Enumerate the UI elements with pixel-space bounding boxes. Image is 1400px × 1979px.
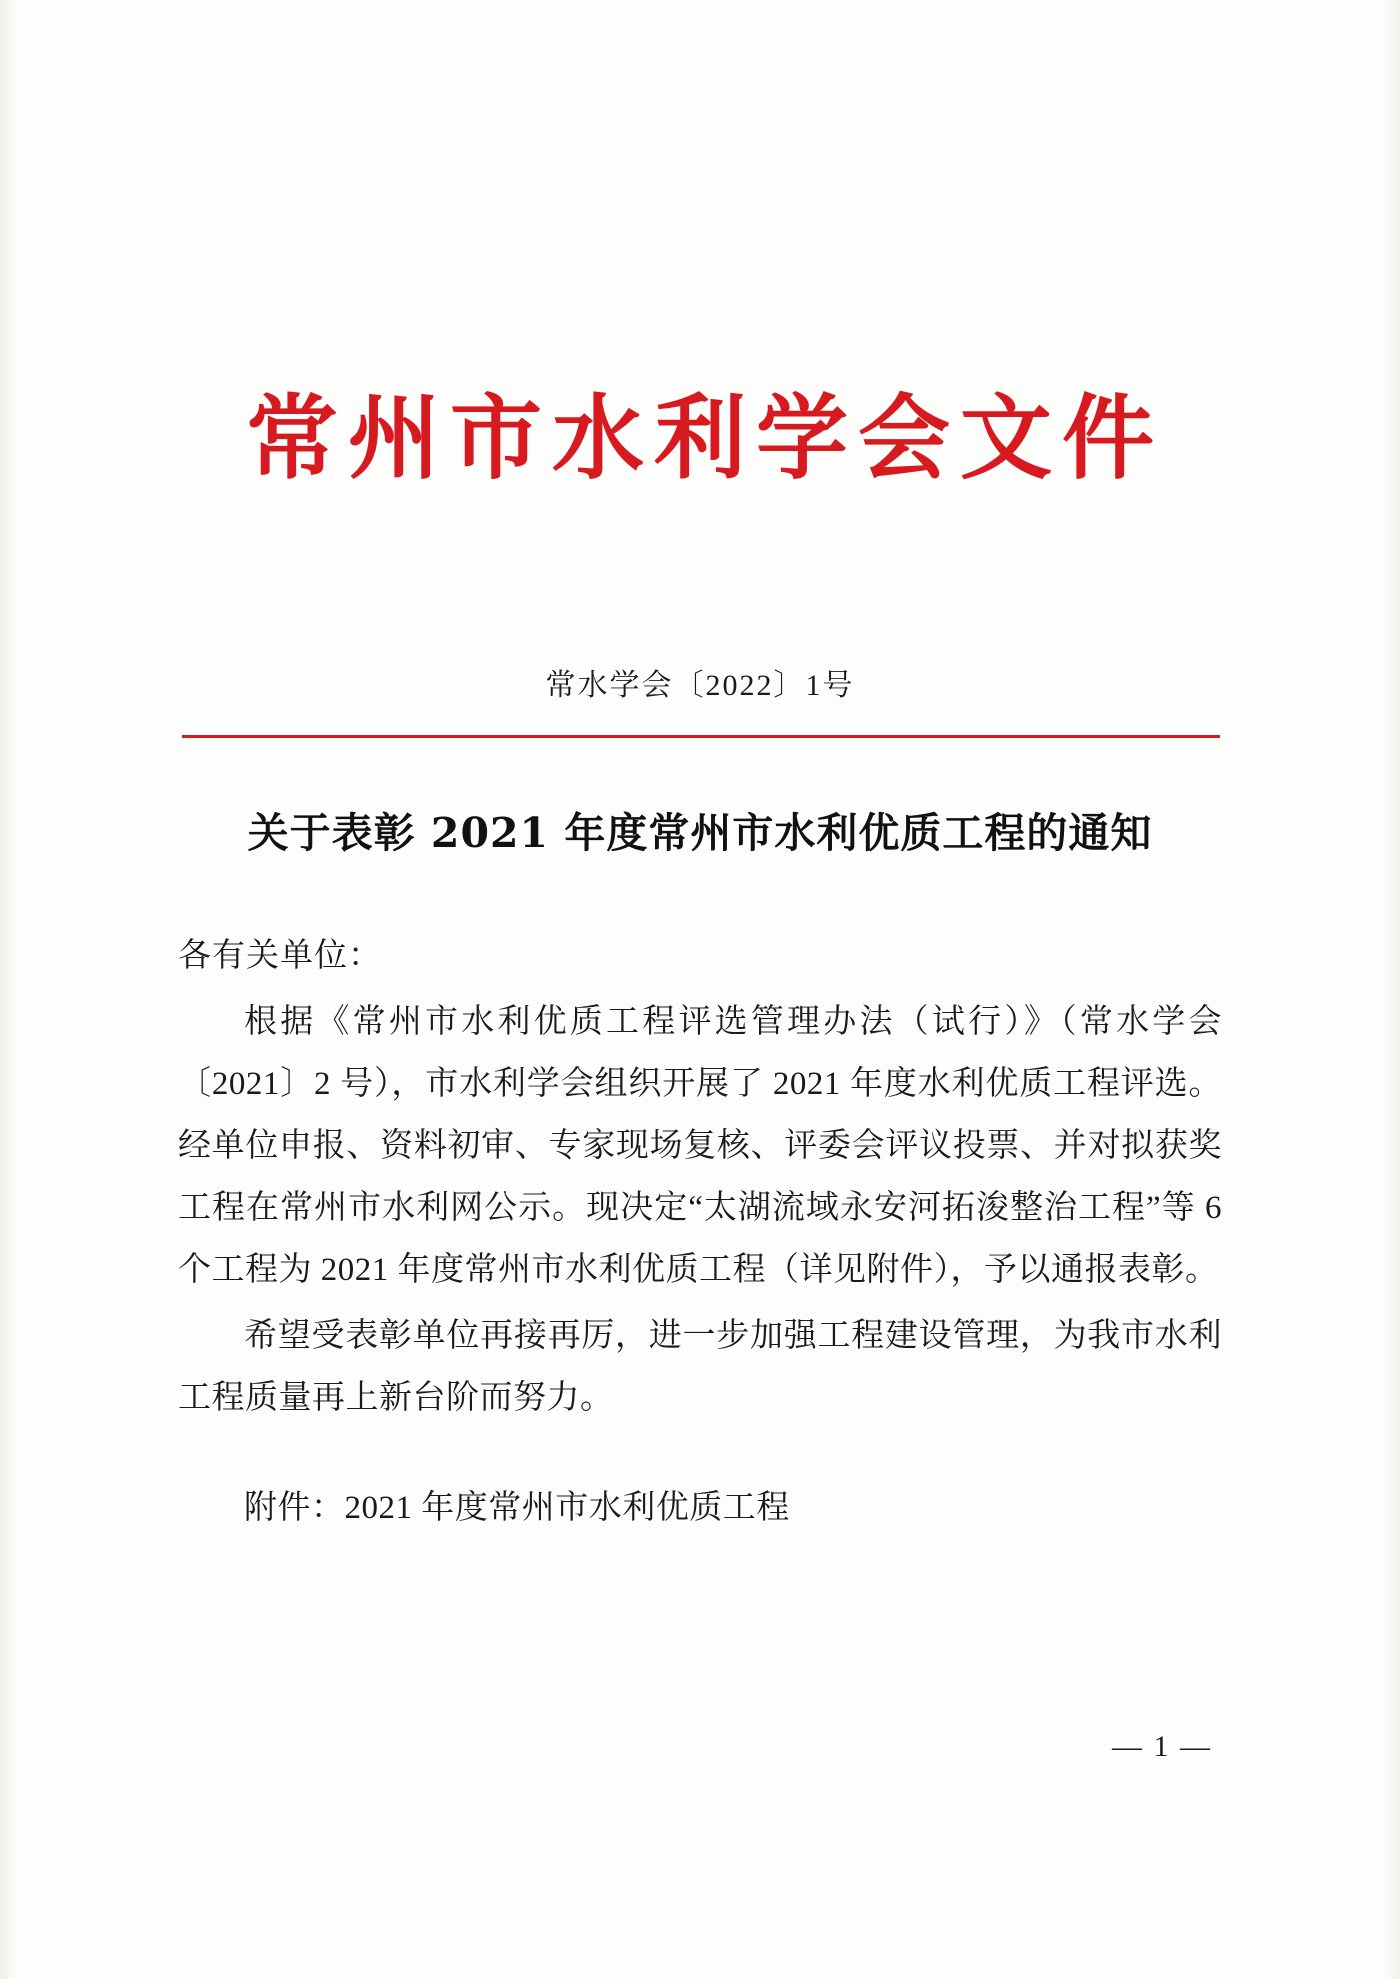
document-number: 常水学会〔2022〕1号 bbox=[545, 669, 855, 702]
red-divider-rule bbox=[182, 735, 1220, 738]
masthead bbox=[160, 384, 1240, 492]
body-paragraph-1: 根据《常州市水利优质工程评选管理办法（试行）》（常水学会〔2021〕2 号），市水利学会组织开展了 2021 年度水利优质工程评选。经单位申报、资料初审、专家现场复核、评委会评议投票、并对拟获奖工程在常州市水利网公示。现决定“太湖流域永安河拓浚整治工程”等 6 个工程为 2021 年度常州市水利优质工程（详见附件），予以通报表彰。 bbox=[178, 1004, 1222, 1288]
body-paragraph-2: 希望受表彰单位再接再厉，进一步加强工程建设管理，为我市水利工程质量再上新台阶而努力。 bbox=[178, 1318, 1222, 1416]
scan-edge-left bbox=[0, 0, 18, 1979]
attachment-note: 附件：2021 年度常州市水利优质工程 bbox=[244, 1490, 790, 1526]
scan-edge-right bbox=[1382, 0, 1400, 1979]
page-content bbox=[160, 0, 1240, 1979]
document-body bbox=[178, 925, 1222, 1539]
masthead-title: 常州市水利学会文件 bbox=[245, 384, 1164, 492]
salutation: 各有关单位： bbox=[178, 938, 382, 974]
page-title: 关于表彰 2021 年度常州市水利优质工程的通知 bbox=[247, 809, 1153, 857]
page-number: — 1 — bbox=[1112, 1730, 1212, 1763]
